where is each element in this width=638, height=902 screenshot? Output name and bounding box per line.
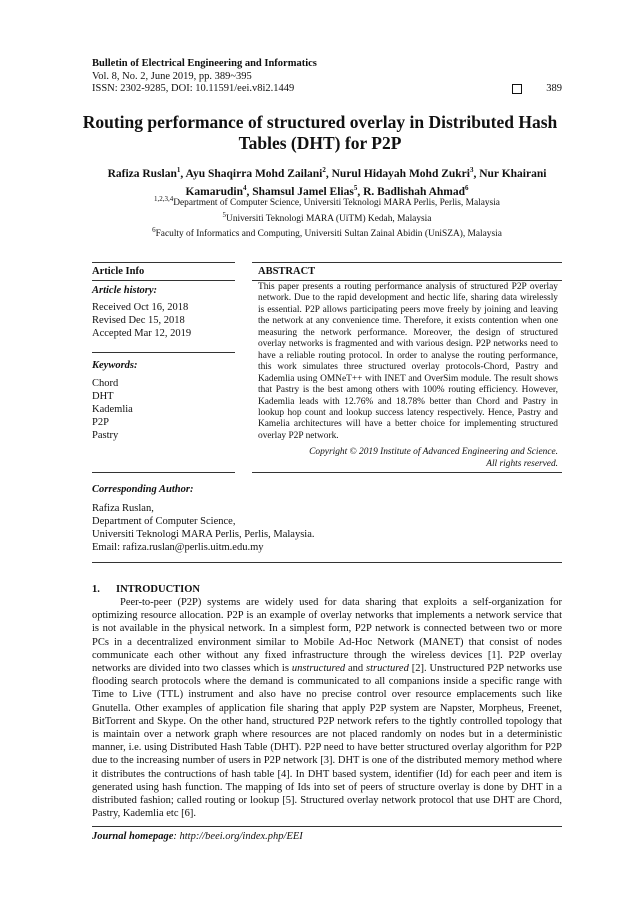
running-header <box>92 58 562 96</box>
corresponding-author-heading: Corresponding Author: <box>92 484 194 495</box>
divider <box>92 352 235 353</box>
journal-homepage: Journal homepage: http://beei.org/index.php/EEI <box>92 831 303 842</box>
homepage-link[interactable]: http://beei.org/index.php/EEI <box>179 831 303 842</box>
affiliation: $^6$Faculty of Informatics and Computing, Universiti Sultan Zainal Abidin (UniSZA), Malaysia <box>152 226 502 240</box>
paper-title: Routing performance of structured overlay in Distributed Hash Tables (DHT) for P2P <box>82 112 558 153</box>
keyword-list <box>92 377 133 442</box>
keywords-heading: Keywords: <box>92 360 138 371</box>
article-history-heading: Article history: <box>92 285 158 296</box>
affiliation: $^{1,2,3,4}$Department of Computer Science, Universiti Teknologi MARA Perlis, Perlis, Malaysia <box>154 195 500 209</box>
divider <box>252 280 562 281</box>
affiliation: $^5$Universiti Teknologi MARA (UiTM) Kedah, Malaysia <box>222 210 432 224</box>
square-icon <box>512 84 522 94</box>
abstract-heading: ABSTRACT <box>258 266 316 277</box>
history-item: Revised Dec 15, 2018 <box>92 315 185 326</box>
author-list: Rafiza Ruslan$^1$, Ayu Shaqirra Mohd Zailani$^2$, Nurul Hidayah Mohd Zukri$^3$, Nur Khairani Kamarudin$^4$, Shamsul Jamel Elias$^5$, R. Badlishah Ahmad$^6$ <box>107 166 547 199</box>
abstract-text: This paper presents a routing performance analysis of structured P2P overlay network. Due to the rapid development and hectic life, sharing data wirelessly is essential. P2P allows participating peers move freely by joining and leaving the network at any convenience time. Therefore, it exists contention when one measuring the network performance. Moreover, the design of structured overlay networks is fragmented and with various design. P2P networks need to have a reliable routing protocol. In order to analyse the routing performance, this work simulates three structured overlay protocols-Chord, Pastry and Kademlia using OMNeT++ with INET and OverSim module. The result shows that Pastry is the best among others with 100% routing efficiency. However, Kademlia leads with 12.76% and 18.78% better than Chord and Pastry in lookup hop count and lookup success latency respectively. Hence, Pastry and Kamelia architectures will have a better choice for implementing structured overlay P2P network. <box>258 282 558 441</box>
divider <box>92 472 235 473</box>
page-number: 389 <box>546 83 562 95</box>
author-email: Email: rafiza.ruslan@perlis.uitm.edu.my <box>92 542 264 553</box>
keyword: Pastry <box>92 430 119 441</box>
keyword: Chord <box>92 378 119 389</box>
section-heading: 1. INTRODUCTION <box>92 584 201 595</box>
issn-doi: ISSN: 2302-9285, DOI: 10.11591/eei.v8i2.1449 <box>92 83 295 95</box>
corresponding-author: Rafiza Ruslan, Department of Computer Science, Universiti Teknologi MARA Perlis, Perlis, Malaysia. Email: rafiza.ruslan@perlis.uitm.edu.my <box>92 503 315 553</box>
keyword: DHT <box>92 391 114 402</box>
history-item: Accepted Mar 12, 2019 <box>92 328 192 339</box>
divider <box>252 262 562 263</box>
divider <box>92 262 235 263</box>
article-info-heading: Article Info <box>92 266 145 277</box>
introduction-paragraph: Peer-to-peer (P2P) systems are widely used for data sharing that exploits a self-organization for optimizing resource allocation. P2P is an example of overlay networks that implements a network service that is not available in the physical network. In a simplest form, P2P network is connected between two or more PCs in a decentralized environment similar to Mobile Ad-Hoc Network (MANET) that consist of nodes communicate each other without any fixed infrastructure through the wireless devices [1]. P2P overlay networks are divided into two classes which is unstructured and structured [2]. Unstructured P2P networks use flooding search protocols where the demand is communicated to all companions inside a specific range with Time to Live (TTL) instrument and also have no precise control over resource emplacements such like Gnutella. Other examples of application file sharing that apply P2P system are Napster, Morpheus, Freenet, BitTorrent and Skype. On the other hand, structured P2P network refers to the tightly controlled topology that is maintain over a network graph where resources are not placed randomly on nodes but in a deterministic manner, i.e. using Distributed Hash Table (DHT). P2P need to have better structured overlay algorithm for P2P due to the increasing number of users in P2P network [3]. DHT is one of the distributed memory method where it distributes the contructions of hash table [4]. In DHT based system, identifier (Id) for each peer and item is generated using hash function. The mapping of Ids into set of peers of structure overlay is done by DHT in a distributed fashion; called routing or lookup [5]. Structured overlay network protocol that use DHT are Chord, Pastry, Kademlia etc [6]. <box>92 597 562 820</box>
divider <box>92 826 562 827</box>
copyright-notice: Copyright © 2019 Institute of Advanced Engineering and Science. All rights reserved. <box>309 447 558 469</box>
volume-info: Vol. 8, No. 2, June 2019, pp. 389~395 <box>92 70 252 82</box>
affiliations <box>92 194 562 241</box>
divider <box>252 472 562 473</box>
keyword: Kademlia <box>92 404 133 415</box>
article-history <box>92 301 191 340</box>
history-item: Received Oct 16, 2018 <box>92 302 189 313</box>
keyword: P2P <box>92 417 109 428</box>
divider <box>92 280 235 281</box>
journal-name: Bulletin of Electrical Engineering and Informatics <box>92 58 317 69</box>
divider <box>92 562 562 563</box>
